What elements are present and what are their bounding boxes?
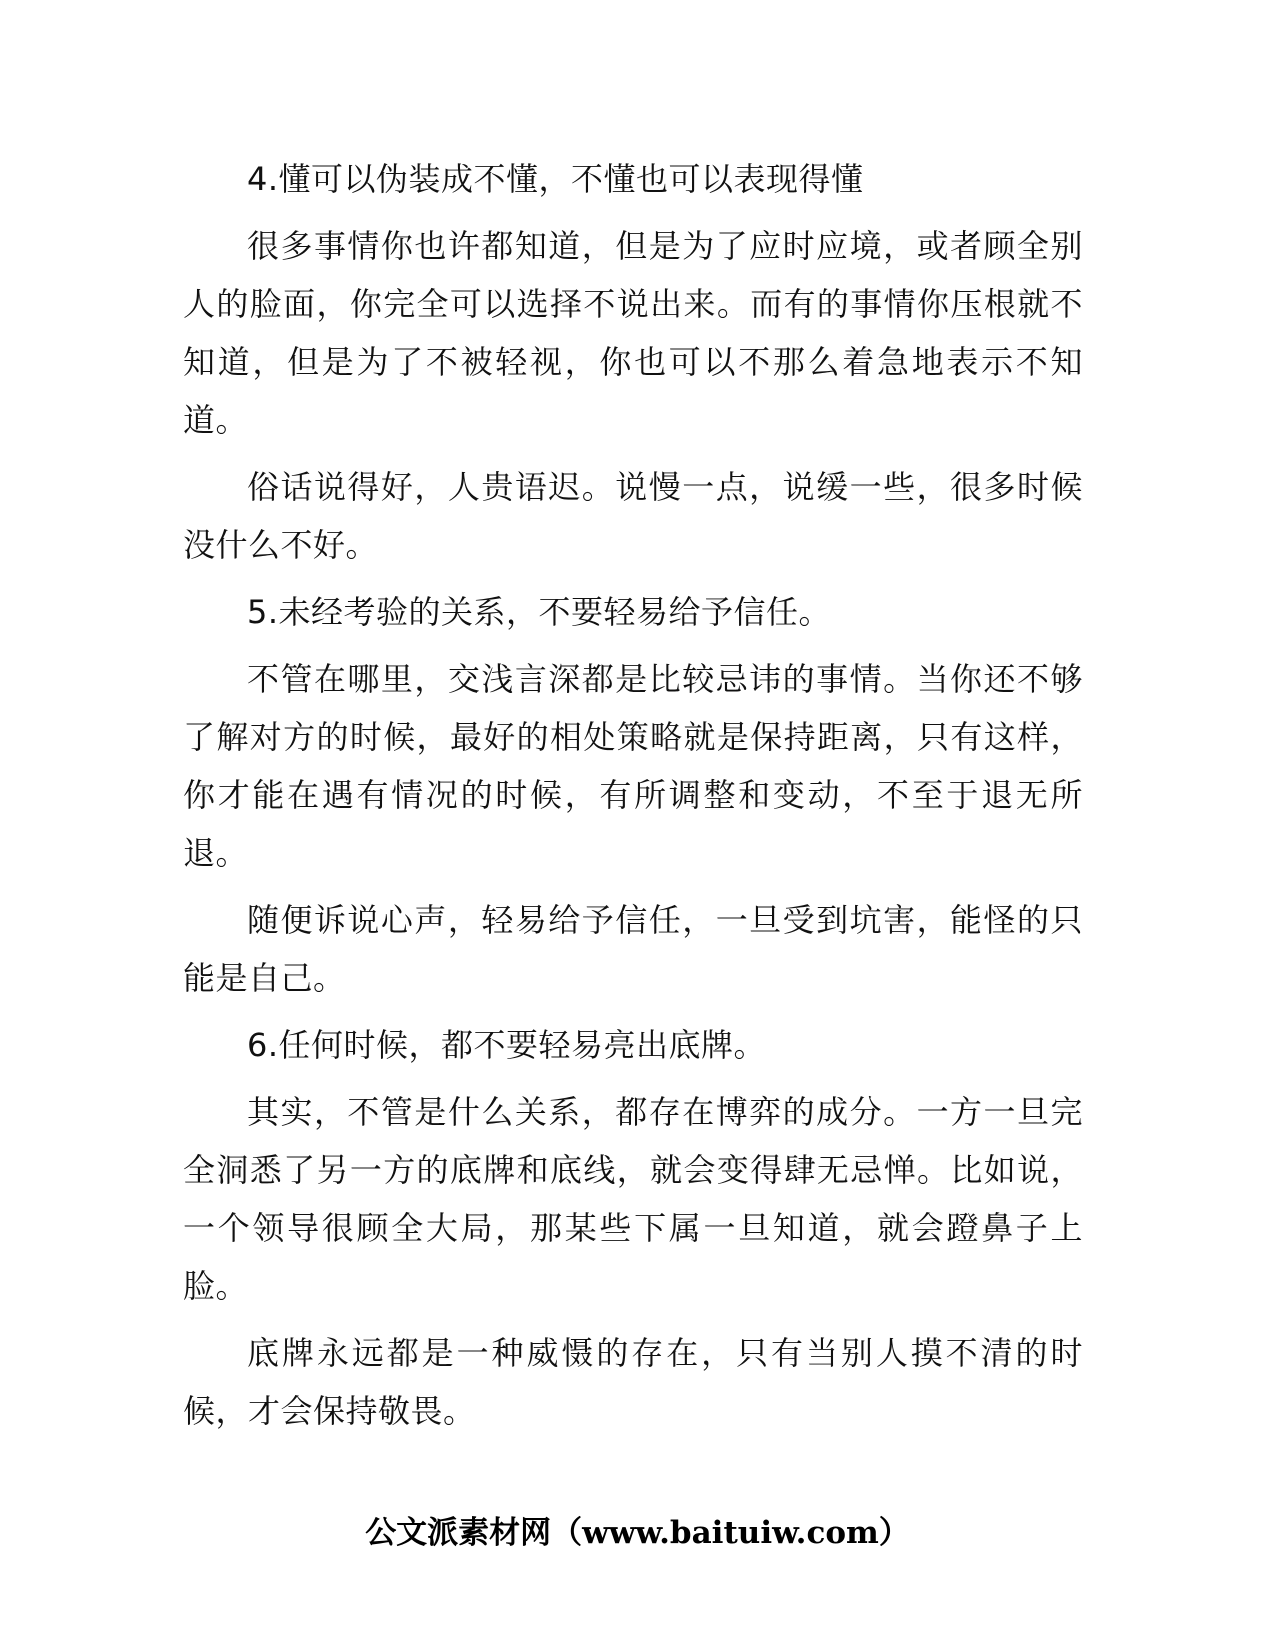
body-paragraph: 随便诉说心声，轻易给予信任，一旦受到坑害，能怪的只能是自己。 <box>183 901 1083 997</box>
document-body <box>183 150 1083 1449</box>
body-paragraph: 很多事情你也许都知道，但是为了应时应境，或者顾全别人的脸面，你完全可以选择不说出来。而有的事情你压根就不知道，但是为了不被轻视，你也可以不那么着急地表示不知道。 <box>183 227 1083 439</box>
section-heading-6: 6.任何时候，都不要轻易亮出底牌。 <box>247 1026 767 1064</box>
section-heading-4: 4.懂可以伪装成不懂，不懂也可以表现得懂 <box>247 160 864 198</box>
page-footer: 公文派素材网（www.baituiw.com） <box>365 1515 910 1551</box>
section-heading-5: 5.未经考验的关系，不要轻易给予信任。 <box>247 593 832 631</box>
body-paragraph: 其实，不管是什么关系，都存在博弈的成分。一方一旦完全洞悉了另一方的底牌和底线，就会变得肆无忌惮。比如说，一个领导很顾全大局，那某些下属一旦知道，就会蹬鼻子上脸。 <box>183 1093 1083 1305</box>
body-paragraph: 不管在哪里，交浅言深都是比较忌讳的事情。当你还不够了解对方的时候，最好的相处策略就是保持距离，只有这样，你才能在遇有情况的时候，有所调整和变动，不至于退无所退。 <box>183 660 1083 872</box>
body-paragraph: 俗话说得好，人贵语迟。说慢一点，说缓一些，很多时候没什么不好。 <box>183 468 1083 564</box>
body-paragraph: 底牌永远都是一种威慑的存在，只有当别人摸不清的时候，才会保持敬畏。 <box>183 1334 1083 1430</box>
